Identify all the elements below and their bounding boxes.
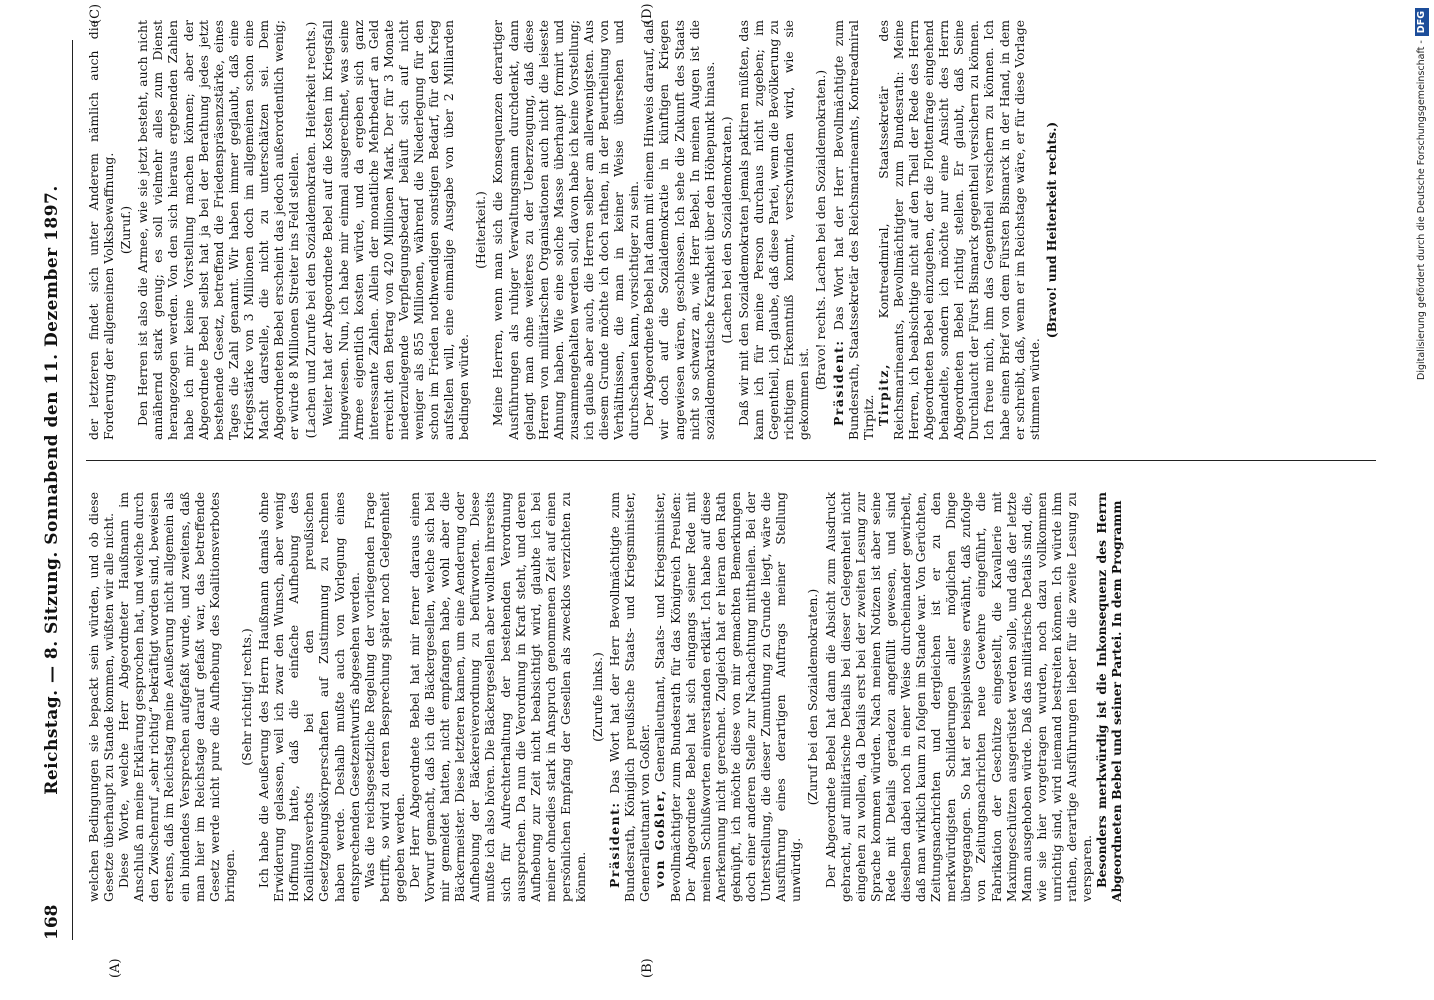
paragraph: Besonders merkwürdig ist die Inkonsequenz des Herrn Abgeordneten Bebel und seiner Partei. In dem Programm	[1094, 492, 1125, 902]
paragraph: Der Abgeordnete Bebel hat dann mit einem Hinweis darauf, daß wir doch auf die Sozialdemokratie in künftigen Kriegen angewiesen wären, geschlossen. Ich sehe die Zukunft des Staats nicht so schwarz an, wie Herr Bebel. In meinen Augen ist die sozialdemokratische Krankheit über den Höhepunkt hinaus.	[641, 20, 717, 440]
page-title: Reichstag. — 8. Sitzung. Sonnabend den 11. Dezember 1897.	[42, 185, 62, 795]
speech-text: Generalleutnant, Staats- und Kriegsminister, Bevollmächtigter zum Bundesrath für das Königreich Preußen: Der Abgeordnete Bebel hat sich eingangs seiner Rede mit meinen Schlußworten einverstanden erklärt. Ich habe auf diese Anerkennung nicht gerechnet. Zugleich hat er hieran den Rath geknüpft, ich möchte diese von mir gemachten Bemerkungen doch einer anderen Stelle zur Nachachtung mittheilen. Bei der Unterstellung, die dieser Zumuthung zu Grunde liegt, wäre die Ausführung eines derartigen Auftrags meiner Stellung unwürdig.	[652, 492, 804, 902]
interjection: (Lachen bei den Sozialdemokraten.)	[718, 116, 734, 344]
interjection: (Lachen und Zurufe bei den Sozialdemokraten. Heiterkeit rechts.)	[303, 21, 319, 439]
margin-letter-d: (D)	[640, 3, 655, 24]
interjection: (Bravo! rechts. Lachen bei den Sozialdemokraten.)	[813, 69, 829, 391]
margin-letter-b: (B)	[640, 958, 655, 978]
interjection: (Zurufe links.)	[590, 652, 606, 742]
left-column	[86, 492, 1386, 902]
dfg-logo: DFG	[1415, 8, 1429, 36]
speaker-name: Präsident:	[607, 801, 623, 888]
paragraph: Weiter hat der Abgeordnete Bebel auf die Kosten im Kriegsfall hingewiesen. Nun, ich habe mir einmal ausgerechnet, was seine Armee eigentlich kosten würde, und da ergeben sich ganz interessante Zahlen. Allein der monatliche Mehrbedarf an Geld erreicht den Betrag von 420 Millionen Mark. Der für 3 Monate niederzulegende Verpflegungsbedarf beläuft sich auf nicht weniger als 855 Millionen, während die Niederlegung für den schon im Frieden nothwendigen sonstigen Bedarf, für den Krieg aufstellen will, eine einmalige Ausgabe von über 2 Milliarden bedingen würde.	[320, 20, 472, 440]
speaker-name: Präsident:	[830, 339, 846, 426]
paragraph: Ich habe die Aeußerung des Herrn Haußmann damals ohne Erwiderung gelassen, weil ich zwar den Wunsch, aber wenig Hoffnung hatte, daß die einfache Aufhebung des Koalitionsverbots bei den preußischen Gesetzgebungskörperschaften auf Zustimmung zu rechnen haben werde. Deshalb mußte auch von Vorlegung eines entsprechenden Gesetzentwurfs abgesehen werden.	[256, 492, 362, 902]
credit-text: Digitalisierung gefördert durch die Deutsche Forschungsgemeinschaft -	[1416, 40, 1427, 380]
paragraph: Der Abgeordnete Bebel hat dann die Absicht zum Ausdruck gebracht, auf militärische Details bei dieser Gelegenheit nicht eingehen zu wollen, da Details erst bei der zweiten Lesung zur Sprache kommen würden. Nach meinen Notizen ist aber seine Rede mit Details geradezu angefüllt gewesen, und sind dieselben dabei noch in einer Weise durcheinander gewirbelt, daß man wirklich kaum zu folgen im Stande war. Von Gerüchten, Zeitungsnachrichten und dergleichen ist er zu den merkwürdigsten Schilderungen aller möglichen Dinge übergegangen. So hat er beispielsweise erwähnt, daß zufolge von Zeitungsnachrichten neue Gewehre eingeführt, die Fabrikation der Geschütze eingestellt, die Kavallerie mit Maximgeschützen ausgerüstet werden solle, und daß der letzte Mann ausgehoben würde. Daß das militärische Details sind, die, wie sie hier vorgetragen wurden, noch dazu vollkommen unrichtig sind, wird niemand bestreiten können. Ich würde ihm rathen, derartige Ausführungen lieber für die zweite Lesung zu versparen.	[822, 492, 1095, 902]
speech-text: Das Wort hat der Herr Bevollmächtigte zum Bundesrath, Staatssekretär des Reichsmarineamts, Kontreadmiral Tirpitz.	[830, 20, 876, 440]
page-header	[42, 40, 72, 940]
speech-text: Das Wort hat der Herr Bevollmächtigte zum Bundesrath, Königlich preußische Staats- und Kriegsminister, Generalleutnant von Goßler.	[607, 492, 653, 902]
paragraph: der letzteren findet sich unter Anderem nämlich auch die Forderung der allgemeinen Volksbewaffnung.	[86, 20, 117, 440]
column-divider	[86, 460, 1376, 461]
speaker-paragraph	[652, 492, 803, 902]
speaker-paragraph	[876, 20, 1042, 440]
header-rule	[72, 40, 73, 940]
interjection: (Bravo! und Heiterkeit rechts.)	[1043, 121, 1059, 339]
paragraph: Was die reichsgesetzliche Regelung der vorliegenden Frage betrifft, so wird zu deren Besprechung später noch Gelegenheit gegeben werden.	[361, 492, 407, 902]
margin-letter-c: (C)	[88, 3, 103, 24]
paragraph: Der Herr Abgeordnete Bebel hat mir ferner daraus einen Vorwurf gemacht, daß ich die Bäckergesellen, welche sich bei mir gemeldet hatten, nicht empfangen habe, wohl aber die Bäckermeister. Diese letzteren kamen, um eine Aenderung oder Aufhebung der Bäckereiverordnung zu befürworten. Diese mußte ich also hören. Die Bäckergesellen aber wollten ihrerseits sich für Aufrechterhaltung der bestehenden Verordnung aussprechen. Da nun die Verordnung in Kraft steht, und deren Aufhebung zur Zeit nicht beabsichtigt wird, glaubte ich bei meiner ohnedies stark in Anspruch genommenen Zeit auf einen persönlichen Empfang der Gesellen als zwecklos verzichten zu können.	[406, 492, 588, 902]
paragraph: welchen Bedingungen sie bepackt sein würden, und ob diese Gesetze überhaupt zu Stande kommen, wüßten wir alle nicht.	[86, 492, 117, 902]
speech-text: Kontreadmiral, Staatssekretär des Reichsmarineamts, Bevollmächtigter zum Bundesrath: Meine Herren, ich beabsichtige nicht auf den Theil der Rede des Herrn Abgeordneten Bebel einzugehen, der die Flottenfrage eingehend behandelte, sondern ich möchte nur eine Ansicht des Herrn Abgeordneten Bebel richtig stellen. Er glaubt, daß Seine Durchlaucht der Fürst Bismarck gegentheil versichern zu können. Ich freue mich, ihm das Gegentheil versichern zu können. Ich habe einen Brief von dem Fürsten Bismarck in der Hand, in dem er schreibt, daß, wenn er im Reichstage wäre, er für diese Vorlage stimmen würde.	[875, 20, 1042, 440]
page-number: 168	[42, 904, 62, 940]
paragraph: Meine Herren, wenn man sich die Konsequenzen derartiger Ausführungen als ruhiger Verwaltungsmann durchdenkt, dann gelangt man ohne weiteres zu der Ueberzeugung, daß diese Herren von militärischen Organisationen auch nicht die leiseste Ahnung haben. Wie eine solche Masse überhaupt formirt und zusammengehalten werden soll, davon habe ich keine Vorstellung; ich glaube aber auch, die Herren selber am allerwenigsten. Aus diesem Grunde möchte ich doch rathen, in der Beurtheilung von Verhältnissen, die man in keiner Weise übersehen und durchschauen kann, vorsichtiger zu sein.	[490, 20, 642, 440]
margin-letter-a: (A)	[108, 958, 123, 978]
paragraph: Den Herren ist also die Armee, wie sie jetzt besteht, auch nicht annähernd stark genug; es soll vielmehr alles zum Dienst herangezogen werden. Von den sich hieraus ergebenden Zahlen habe ich mir keine Vorstellung machen können; aber der Abgeordnete Bebel selbst hat ja bei der Berathung jedes jetzt bestehende Gesetz, betreffend die Friedenspräsenzstärke, eines Tages die Zahl genannt. Wir haben immer geglaubt, daß eine Kriegsstärke von 3 Millionen doch im allgemeinen schon eine Macht darstelle, die nicht zu unterschätzen sei. Dem Abgeordneten Bebel erscheint das jedoch außerordentlich wenig; er würde 8 Millionen Streiter ins Feld stellen.	[135, 20, 302, 440]
interjection: (Sehr richtig! rechts.)	[238, 628, 254, 766]
interjection: (Zuruf bei den Sozialdemokraten.)	[805, 588, 821, 806]
paragraph: Daß wir mit den Sozialdemokraten jemals paktiren müßten, das kann ich für meine Person durchaus nicht zugeben; im Gegentheil, ich glaube, daß diese Partei, wenn die Bevölkerung zu richtigem Erkenntniß kommt, verschwinden wird, wie sie gekommen ist.	[735, 20, 812, 440]
interjection: (Heiterkeit.)	[473, 191, 489, 269]
speaker-paragraph	[607, 492, 652, 902]
speaker-paragraph	[831, 20, 876, 440]
speaker-name: Tirpitz,	[875, 363, 891, 426]
credit-text-row	[1413, 8, 1431, 992]
right-column	[86, 20, 1386, 440]
digitization-credit	[1413, 8, 1431, 992]
interjection: (Zuruf.)	[118, 205, 134, 255]
paragraph: Diese Worte, welche Herr Abgeordneter Haußmann im Anschluß an meine Erklärung gesprochen hat, und welche durch den Zwischenruf „sehr richtig“ bekräftigt worden sind, beweisen erstens, daß im Reichstag meine Aeußerung nicht allgemein als ein bindendes Versprechen aufgefaßt wurde, und zweitens, daß man hier im Reichstage darauf gefaßt war, das betreffende Gesetz werde nicht pure die Aufhebung des Koalitionsverbotes bringen.	[116, 492, 237, 902]
speaker-name: von Goßler,	[652, 789, 668, 888]
